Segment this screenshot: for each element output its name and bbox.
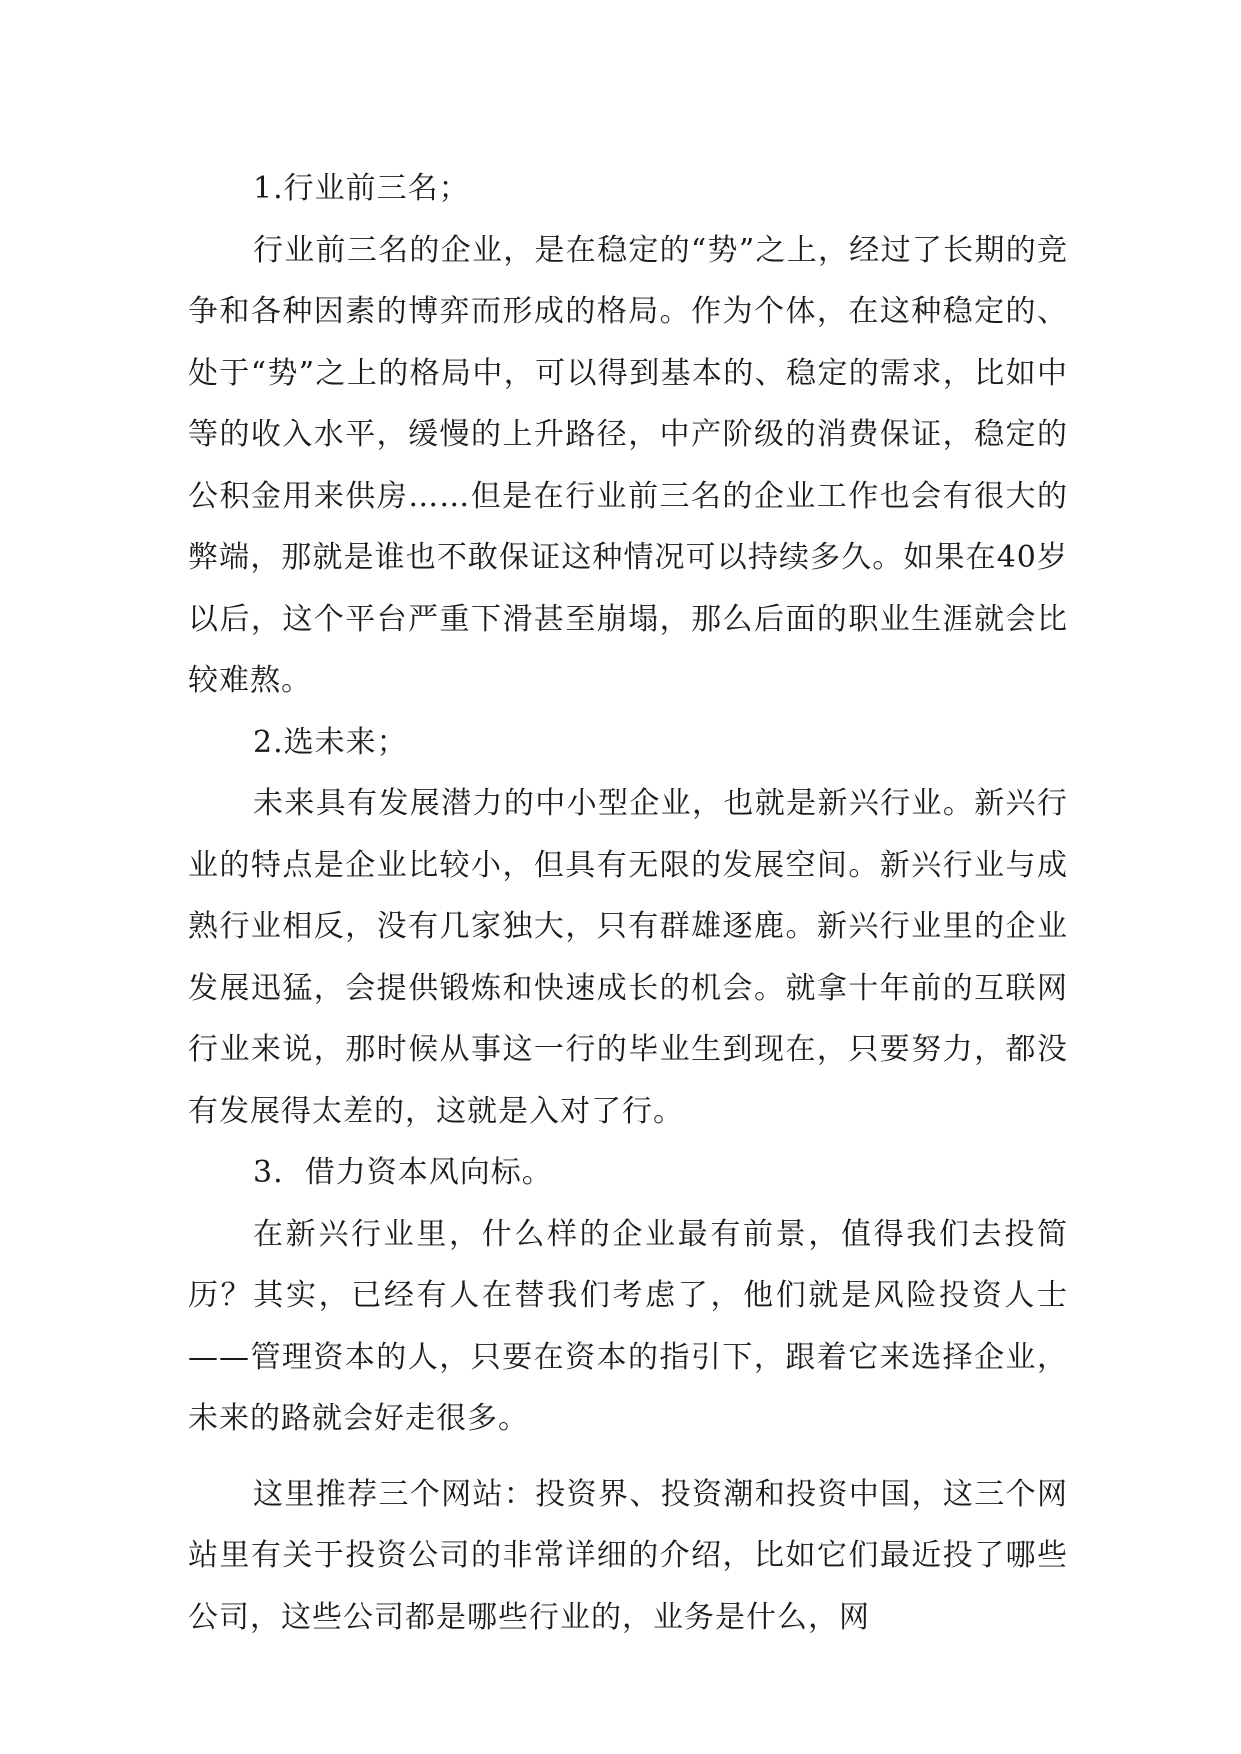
section-3-paragraph-1: 在新兴行业里，什么样的企业最有前景，值得我们去投简历？其实，已经有人在替我们考虑了，他们就是风险投资人士——管理资本的人，只要在资本的指引下，跟着它来选择企业，未来的路就会好走很多。 (188, 1216, 1068, 1436)
document-page (188, 158, 1068, 1648)
section-1-paragraph: 行业前三名的企业，是在稳定的“势”之上，经过了长期的竞争和各种因素的博弈而形成的格局。作为个体，在这种稳定的、处于“势”之上的格局中，可以得到基本的、稳定的需求，比如中等的收入水平，缓慢的上升路径，中产阶级的消费保证，稳定的公积金用来供房……但是在行业前三名的企业工作也会有很大的弊端，那就是谁也不敢保证这种情况可以持续多久。如果在40岁以后，这个平台严重下滑甚至崩塌，那么后面的职业生涯就会比较难熬。 (188, 232, 1068, 698)
section-2-paragraph: 未来具有发展潜力的中小型企业，也就是新兴行业。新兴行业的特点是企业比较小，但具有无限的发展空间。新兴行业与成熟行业相反，没有几家独大，只有群雄逐鹿。新兴行业里的企业发展迅猛，会提供锻炼和快速成长的机会。就拿十年前的互联网行业来说，那时候从事这一行的毕业生到现在，只要努力，都没有发展得太差的，这就是入对了行。 (188, 786, 1068, 1129)
section-3-heading: 3. 借力资本风向标。 (253, 1155, 553, 1190)
section-3-paragraph-2: 这里推荐三个网站：投资界、投资潮和投资中国，这三个网站里有关于投资公司的非常详细的介绍，比如它们最近投了哪些公司，这些公司都是哪些行业的，业务是什么，网 (188, 1476, 1068, 1635)
section-1-heading: 1.行业前三名； (253, 171, 470, 206)
section-2-heading: 2.选未来； (253, 724, 408, 760)
